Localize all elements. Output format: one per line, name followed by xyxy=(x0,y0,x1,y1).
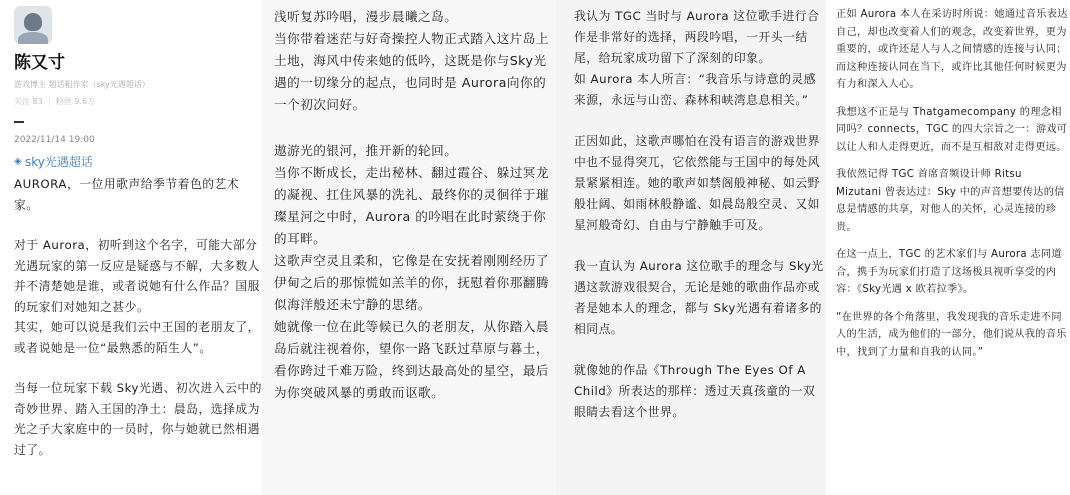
paragraph: 我想这不正是与 Thatgamecompany 的理念相同吗？connects，TGC 的四大宗旨之一：游戏可以让人和人走得更近，而不是互相敌对走得更远。 xyxy=(836,106,1068,153)
avatar[interactable] xyxy=(14,6,52,44)
column-4 xyxy=(826,0,1070,495)
paragraph: 她就像一位在此等候已久的老朋友，从你踏入晨岛后就注视着你，望你一路飞跃过草原与暮土，看你跨过千难万险，终到达最高处的星空，最后为你突破风暴的勇敢而讴歌。 xyxy=(274,319,549,400)
diamond-icon: ◈ xyxy=(14,156,22,167)
column-3 xyxy=(556,0,826,495)
column-2 xyxy=(262,0,556,495)
paragraph: 当每一位玩家下载 Sky光遇、初次进入云中的奇妙世界、踏入王国的净土：晨岛，选择成为光之子大家庭中的一员时，你与她就已然相遇过了。 xyxy=(14,381,262,457)
topic-link[interactable] xyxy=(14,153,262,170)
paragraph: AURORA，一位用歌声给季节着色的艺术家。 xyxy=(14,177,240,212)
paragraph: 我认为 TGC 当时与 Aurora 这位歌手进行合作是非常好的选择，两段吟唱，一开头一结尾，给玩家成功留下了深刻的印象。 xyxy=(574,9,820,65)
paragraph: “在世界的各个角落里，我发现我的音乐走进不同人的生活，成为他们的一部分，他们说从我的音乐中，找到了力量和自我的认同。” xyxy=(836,311,1067,358)
paragraph: 正如 Aurora 本人在采访时所说：她通过音乐表达自己，却也改变着人们的观念，改变着世界，更为重要的，或许还是人与人之间情感的连接与认同；而这种连接认同在当下，或许比其他任何时候更为有力和深入人心。 xyxy=(836,9,1068,90)
paragraph: 浅听复苏吟唱，漫步晨曦之岛。 xyxy=(274,9,458,24)
topic-label: sky光遇超话 xyxy=(25,155,93,169)
paragraph: 正因如此，这歌声哪怕在没有语言的游戏世界中也不显得突兀，它依然能与王国中的每处风景紧紧相连。她的歌声如禁阁般神秘、如云野般壮阔、如雨林般静谧、如晨岛般空灵、又如星河般奇幻、自由与宁静触手可及。 xyxy=(574,134,820,232)
post-date: 2022/11/14 19:00 xyxy=(14,135,95,145)
paragraph: 就像她的作品《Through The Eyes Of A Child》所表达的那样：透过天真孩童的一双眼睛去看这个世界。 xyxy=(574,363,816,419)
paragraph: 对于 Aurora，初听到这个名字，可能大部分光遇玩家的第一反应是疑惑与不解，大多数人并不清楚她是谁，或者说她有什么作品？国服的玩家们对她知之甚少。 xyxy=(14,238,260,314)
column-1 xyxy=(0,0,262,495)
paragraph: 我一直认为 Aurora 这位歌手的理念与 Sky光遇这款游戏很契合，无论是她的歌曲作品亦或者是她本人的理念，都与 Sky光遇有着诸多的相同点。 xyxy=(574,259,824,336)
paragraph: 当你带着迷茫与好奇操控人物正式踏入这片岛上土地，海风中传来她的低吟，这既是你与Sky光遇的一切缘分的起点，也同时是 Aurora向你的一个初次问好。 xyxy=(274,31,549,112)
paragraph: 当你不断成长，走出秘林、翻过霞谷、躲过冥龙的凝视、扛住风暴的洗礼、最终你的灵徊徉于璀璨星河之中时，Aurora 的吟唱在此时萦绕于你的耳畔。 xyxy=(274,165,549,246)
profile-stats: 关注 83 ｜ 粉丝 9.6万 xyxy=(14,97,96,106)
paragraph: 这歌声空灵且柔和，它像是在安抚着刚刚经历了伊甸之后的那惊慌如羔羊的你，抚慰着你那翻腾似海洋般还未宁静的思绪。 xyxy=(274,253,549,312)
paragraph: 在这一点上，TGC 的艺术家们与 Aurora 志同道合，携手为玩家们打造了这场极具视听享受的内容：《Sky光遇 x 欧若拉季》。 xyxy=(836,249,1062,295)
username[interactable]: 陈又寸 xyxy=(14,53,65,73)
divider xyxy=(14,121,24,123)
paragraph: 如 Aurora 本人所言：“我音乐与诗意的灵感来源，永远与山峦、森林和峡湾息息相关。” xyxy=(574,72,816,107)
paragraph: 遨游光的银河，推开新的轮回。 xyxy=(274,143,458,158)
paragraph: 其实，她可以说是我们云中王国的老朋友了，或者说她是一位“最熟悉的陌生人”。 xyxy=(14,320,260,355)
paragraph: 我依然记得 TGC 首席音频设计师 Ritsu Mizutani 曾表达过：Sky 中的声音想要传达的信息是情感的共享，对他人的关怀，心灵连接的珍贵。 xyxy=(836,169,1065,233)
profile-meta: 游戏博主 超话粗作家（sky光遇超话） xyxy=(14,80,150,89)
